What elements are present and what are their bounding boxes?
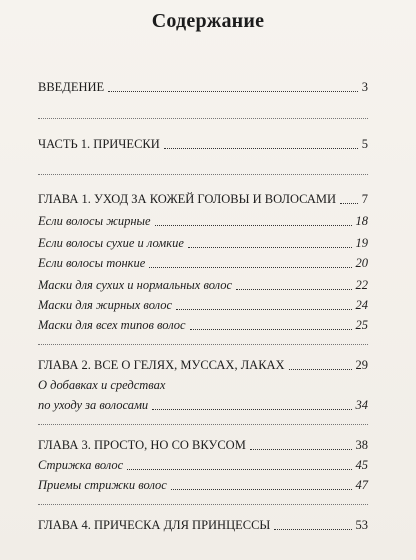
toc-entry-page: 25 [355,318,368,332]
leader-dots [176,309,351,310]
leader-dots [289,369,352,370]
toc-entry-label: ВВЕДЕНИЕ [38,80,105,94]
toc-entry-label: ГЛАВА 4. ПРИЧЕСКА ДЛЯ ПРИНЦЕССЫ [38,518,271,532]
leader-dots [108,91,358,92]
toc-entry-page: 3 [361,80,368,94]
toc-entry-chapter-1 [38,190,368,208]
toc-entry-page: 29 [355,358,368,372]
toc-entry-label: ГЛАВА 3. ПРОСТО, НО СО ВКУСОМ [38,438,246,452]
leader-dots [340,203,358,204]
toc-entry-oily-hair [38,212,368,230]
toc-entry-page: 7 [361,192,368,206]
toc-entry-page: 38 [355,438,368,452]
leader-dots [152,409,351,410]
toc-entry-label: Если волосы тонкие [38,256,146,270]
toc-entry-chapter-2 [38,356,368,374]
toc-entry-chapter-4 [38,516,368,534]
leader-dots [250,449,352,450]
leader-dots [190,329,352,330]
toc-entry-masks-dry-normal [38,276,368,294]
toc-entry-haircut [38,456,368,474]
section-separator [38,344,368,345]
toc-entry-label: Стрижка волос [38,458,124,472]
toc-entry-page: 45 [355,458,368,472]
leader-dots [149,267,351,268]
section-separator [38,118,368,119]
toc-entry-dry-hair [38,234,368,252]
toc-entry-label: Если волосы жирные [38,214,151,228]
leader-dots [155,225,352,226]
toc-entry-label: ЧАСТЬ 1. ПРИЧЕСКИ [38,137,160,151]
section-separator [38,424,368,425]
section-separator [38,504,368,505]
toc-entry-intro [38,78,368,96]
leader-dots [171,489,352,490]
toc-entry-label: ГЛАВА 1. УХОД ЗА КОЖЕЙ ГОЛОВЫ И ВОЛОСАМИ [38,192,337,206]
toc-entry-label: О добавках и средствах [38,378,166,392]
toc-entry-page: 24 [355,298,368,312]
toc-entry-page: 22 [355,278,368,292]
leader-dots [164,148,358,149]
leader-dots [188,247,352,248]
section-separator [38,174,368,175]
toc-entry-page: 47 [355,478,368,492]
leader-dots [274,529,351,530]
toc-entry-label: по уходу за волосами [38,398,149,412]
toc-entry-additives-line-1 [38,376,368,394]
toc-entry-haircut-techniques [38,476,368,494]
toc-entry-label: Приемы стрижки волос [38,478,167,492]
toc-entry-part1 [38,135,368,153]
toc-entry-label: Маски для жирных волос [38,298,173,312]
toc-entry-label: Если волосы сухие и ломкие [38,236,184,250]
toc-entry-page: 20 [355,256,368,270]
toc-entry-thin-hair [38,254,368,272]
toc-entry-additives-line-2 [38,396,368,414]
toc-entry-page: 18 [355,214,368,228]
leader-dots [236,289,351,290]
toc-entry-page: 5 [361,137,368,151]
toc-entry-masks-oily [38,296,368,314]
page-title: Содержание [151,10,265,32]
toc-entry-page: 53 [355,518,368,532]
toc-entry-masks-all [38,316,368,334]
leader-dots [127,469,351,470]
toc-entry-label: ГЛАВА 2. ВСЕ О ГЕЛЯХ, МУССАХ, ЛАКАХ [38,358,285,372]
toc-entry-page: 19 [355,236,368,250]
toc-entry-label: Маски для всех типов волос [38,318,186,332]
toc-entry-page: 34 [355,398,368,412]
toc-entry-chapter-3 [38,436,368,454]
toc-entry-label: Маски для сухих и нормальных волос [38,278,233,292]
